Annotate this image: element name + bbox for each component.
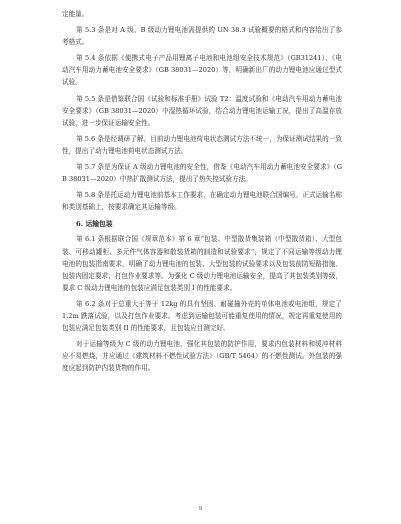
paragraph-6-1: 第 6.1 条根据联合国《规章范本》第 6 章“包装、中型散货集装箱（中型散货箱）、大型包装、可移动罐柜、多元件气体容器和散装货箱的制造和试验要求”，规定了不同运输等级动力锂电池的包装指南要求，明确了动力锂电池的包装、大型包装的试验要求以及包装前防短路措施、包装内固定要求、打包作业要求等。为强化 C 级动力锂电池运输安全，提高了其包装类别等级，要求 C 级动力锂电池的包装应满足包装类别 I 的性能要求。 bbox=[62, 235, 342, 292]
paragraph-class-c: 对于运输等级为 C 级的动力锂电池，强化其包装的防护作用，要求内包装材料和缓冲材料应不易燃烧，并应通过《建筑材料不燃性试验方法》（GB/T 5464）的不燃性测试。外包装的强度应起到防护内装货物的作用。 bbox=[62, 340, 342, 373]
paragraph-6-2: 第 6.2 条对于总重大于等于 12kg 的具有坚固、耐碰撞外壳的单体电池或电池组，规定了 1.2m 跌落试验，以及打包作业要求。考虑到运输包装可能重复使用的情况，规定再重复使用的包装应满足包装类别 II 的性能要求，且包装应目测完好。 bbox=[62, 299, 342, 333]
paragraph-5-4: 第 5.4 条依据《便携式电子产品用锂离子电池和电池组安全技术规范》（GB31241）、《电动汽车用动力蓄电池安全要求》（GB 38031—2020）等，明确新出厂的动力锂电池应通过型式试验。 bbox=[62, 54, 342, 87]
paragraph-5-5: 第 5.5 条是借鉴联合国《试验和标准手册》试验 T2：温度试验和《电动汽车用动力蓄电池安全要求》（GB 38031—2020）中湿热循环试验，结合动力锂电池运输工况，提出了高温存放试验，进一步保证运输安全性。 bbox=[62, 94, 342, 127]
paragraph-5-6: 第 5.6 条是经调研了解，目前动力锂电池荷电状态测试方法不统一，为保证测试结果的一致性，提出了动力锂电池荷电状态测试方法。 bbox=[62, 134, 342, 155]
paragraph-5-7: 第 5.7 条是为保证 A 级动力锂电池的安全性，借鉴《电动汽车用动力蓄电池安全要求》（GB 38031—2020）中热扩散测试方法，提出了热失控试验方法。 bbox=[62, 163, 342, 184]
paragraph-0: 定能量。 bbox=[62, 10, 89, 18]
paragraph-5-8: 第 5.8 条是托运动力锂电池前基本工作要求，在确定动力锂电池联合国编号、正式运输名称和类别基础上，按要求确定其运输等级。 bbox=[62, 191, 342, 212]
section-heading: 6. 运输包装 bbox=[76, 220, 113, 229]
page-number: 9 bbox=[198, 506, 203, 512]
paragraph-5-3: 第 5.3 条是对 A 级、B 级动力锂电池需提供的 UN 38.3 试验概要的格式和内容给出了参考格式。 bbox=[62, 26, 342, 47]
document-body bbox=[62, 8, 342, 374]
